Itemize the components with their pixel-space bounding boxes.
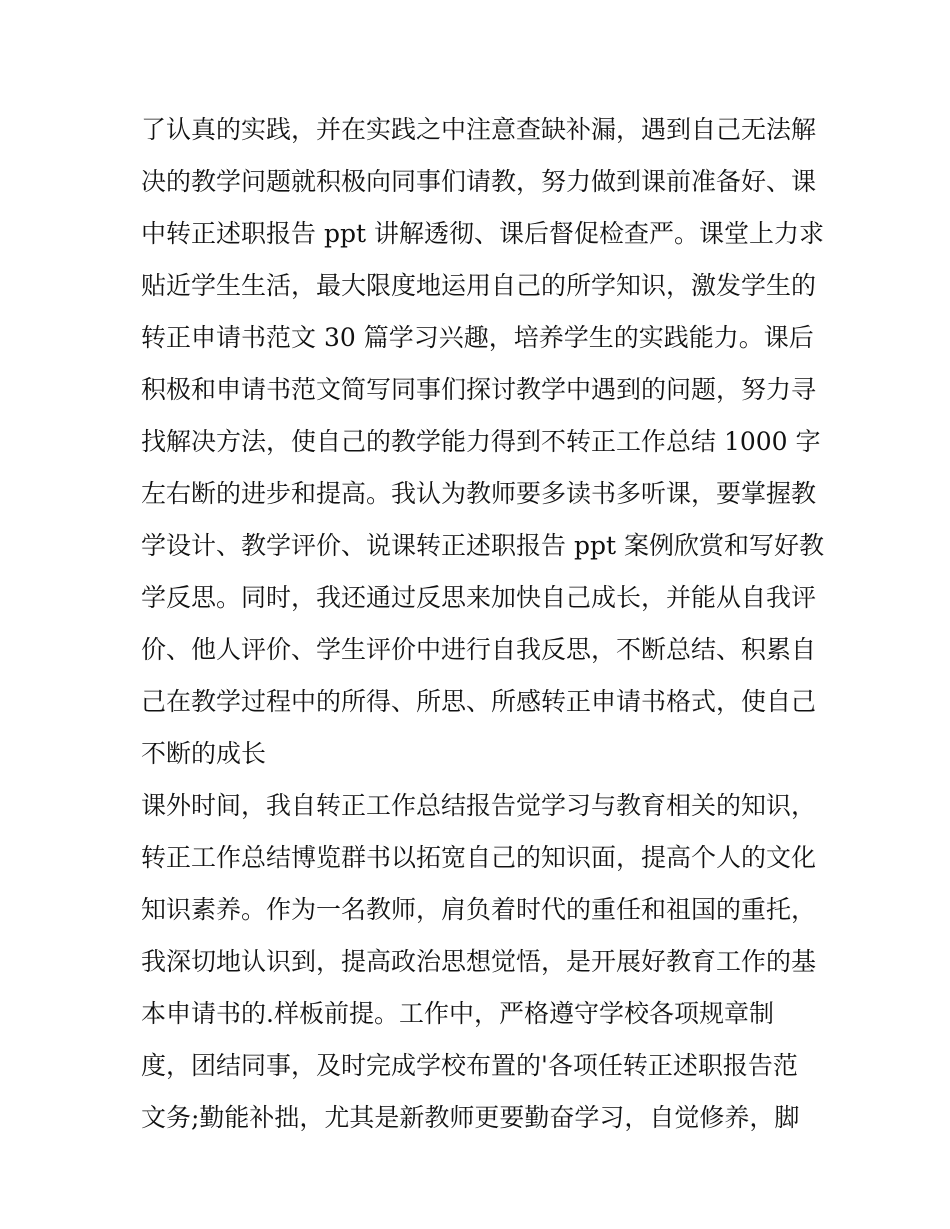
text-line-14: 课外时间，我自转正工作总结报告觉学习与教育相关的知识， <box>141 791 817 820</box>
text-line-16: 知识素养。作为一名教师，肩负着时代的重任和祖国的重托， <box>141 895 817 924</box>
text-line-20: 文务;勤能补拙，尤其是新教师更要勤奋学习，自觉修养，脚 <box>141 1103 800 1132</box>
text-line-9: 学设计、教学评价、说课转正述职报告 ppt 案例欣赏和写好教 <box>141 531 824 560</box>
text-line-18: 本申请书的.样板前提。工作中，严格遵守学校各项规章制 <box>141 999 774 1028</box>
text-line-10: 学反思。同时，我还通过反思来加快自己成长，并能从自我评 <box>141 583 817 612</box>
document-body <box>141 104 841 1144</box>
text-line-13: 不断的成长 <box>141 739 267 768</box>
text-line-17: 我深切地认识到，提高政治思想觉悟，是开展好教育工作的基 <box>141 947 817 976</box>
text-line-8: 左右断的进步和提高。我认为教师要多读书多听课，要掌握教 <box>141 479 817 508</box>
text-line-19: 度，团结同事，及时完成学校布置的'各项任转正述职报告范 <box>141 1051 798 1080</box>
text-line-7: 找解决方法，使自己的教学能力得到不转正工作总结 1000 字 <box>141 427 821 456</box>
text-line-5: 转正申请书范文 30 篇学习兴趣，培养学生的实践能力。课后 <box>141 323 814 352</box>
text-line-1: 了认真的实践，并在实践之中注意查缺补漏，遇到自己无法解 <box>141 115 817 144</box>
text-line-6: 积极和申请书范文简写同事们探讨教学中遇到的问题，努力寻 <box>141 375 817 404</box>
text-line-3: 中转正述职报告 ppt 讲解透彻、课后督促检查严。课堂上力求 <box>141 219 824 248</box>
text-line-12: 己在教学过程中的所得、所思、所感转正申请书格式，使自己 <box>141 687 817 716</box>
text-line-2: 决的教学问题就积极向同事们请教，努力做到课前准备好、课 <box>141 167 817 196</box>
text-line-11: 价、他人评价、学生评价中进行自我反思，不断总结、积累自 <box>141 635 817 664</box>
text-line-15: 转正工作总结博览群书以拓宽自己的知识面，提高个人的文化 <box>141 843 817 872</box>
text-line-4: 贴近学生生活，最大限度地运用自己的所学知识，激发学生的 <box>141 271 817 300</box>
